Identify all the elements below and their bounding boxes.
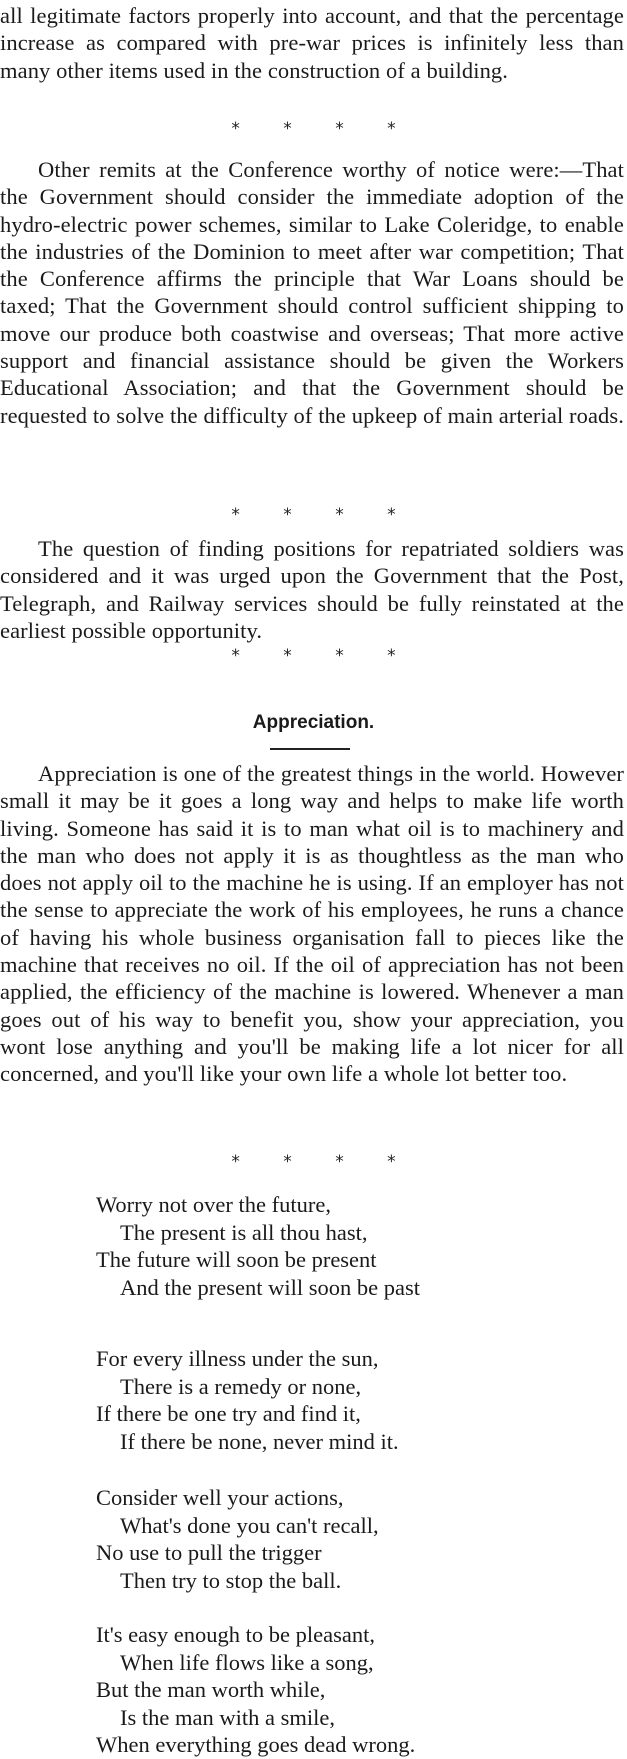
section-separator: * * * *	[231, 1152, 396, 1172]
poem-line: But the man worth while,	[96, 1677, 326, 1702]
poem-line: The present is all thou hast,	[120, 1219, 368, 1245]
poem-line: When life flows like a song,	[120, 1649, 374, 1675]
poem-line: It's easy enough to be pleasant,	[96, 1622, 375, 1647]
paragraph-conference-remits: Other remits at the Conference worthy of notice were:—That the Government should consider the immediate adoption of the hydro-electric power schemes, similar to Lake Coleridge, to enable the industries of the Dominion to meet after war competition; That the Conference affirms the principle that War Loans should be taxed; That the Government should control sufficient shipping to move our produce both coastwise and overseas; That more active support and financial assistance should be given the Workers Educational Association; and that the Government should be requested to solve the difficulty of the upkeep of main arterial roads.	[0, 157, 624, 428]
poem-line: No use to pull the trigger	[96, 1540, 322, 1565]
poem-line: What's done you can't recall,	[120, 1512, 379, 1538]
poem-line: Is the man with a smile,	[120, 1704, 335, 1730]
section-separator: * * * *	[231, 646, 396, 666]
poem-line: And the present will soon be past	[120, 1274, 420, 1300]
paragraph-building-costs: all legitimate factors properly into account, and that the percentage increase as compared with pre-war prices is infinitely less than many other items used in the construction of a building.	[0, 3, 624, 83]
poem-line: Worry not over the future,	[96, 1192, 331, 1217]
poem-line: Consider well your actions,	[96, 1485, 344, 1510]
paragraph-repatriated-soldiers: The question of finding positions for repatriated soldiers was considered and it was urged upon the Government that the Post, Telegraph, and Railway services should be fully reinstated at the earliest possible opportunity.	[0, 536, 624, 643]
poem-line: When everything goes dead wrong.	[96, 1732, 416, 1757]
poem-line: If there be none, never mind it.	[120, 1428, 399, 1454]
section-heading: Appreciation.	[252, 712, 375, 733]
poem-line: Then try to stop the ball.	[120, 1567, 342, 1593]
poem-line: If there be one try and find it,	[96, 1401, 361, 1426]
poem-line: For every illness under the sun,	[96, 1346, 379, 1371]
section-separator: * * * *	[231, 119, 396, 139]
poem-stanza-4	[96, 1621, 616, 1759]
heading-underline	[270, 748, 350, 750]
paragraph-appreciation: Appreciation is one of the greatest things in the world. However small it may be it goes a long way and helps to make life worth living. Someone has said it is to man what oil is to machinery and the man who does not apply it is as thoughtless as the man who does not apply oil to the machine he is using. If an employer has not the sense to appreciate the work of his employees, he runs a chance of having his whole business organisation fall to pieces like the machine that receives no oil. If the oil of appreciation has not been applied, the efficiency of the machine is lowered. Whenever a man goes out of his way to benefit you, show your appreciation, you wont lose anything and you'll be making life a lot nicer for all concerned, and you'll like your own life a whole lot better too.	[0, 761, 624, 1087]
poem-line: The future will soon be present	[96, 1247, 377, 1272]
poem-stanza-3	[96, 1484, 616, 1594]
poem-stanza-2	[96, 1345, 616, 1455]
poem-stanza-1	[96, 1191, 616, 1301]
section-separator: * * * *	[231, 505, 396, 525]
poem-line: There is a remedy or none,	[120, 1373, 362, 1399]
